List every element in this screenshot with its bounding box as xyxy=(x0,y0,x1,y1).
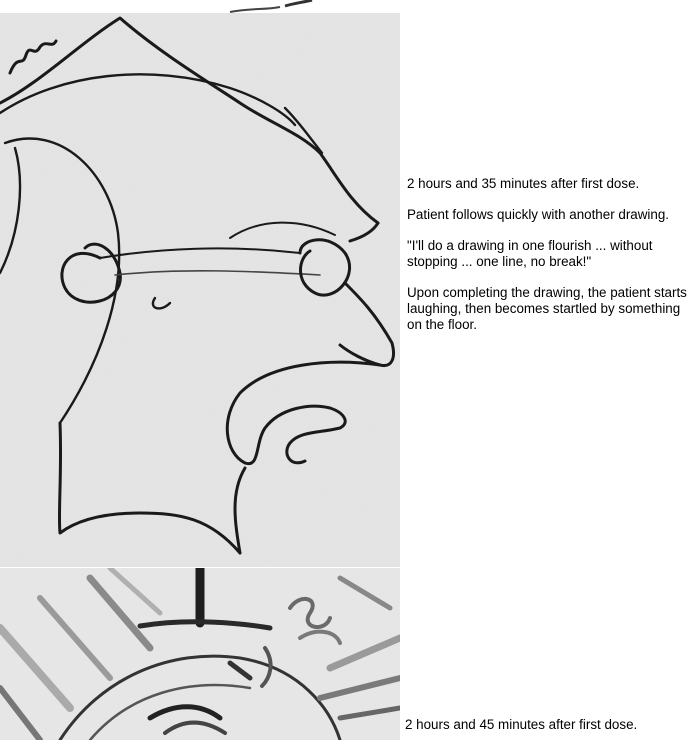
caption-note-first: Patient follows quickly with another drawing. xyxy=(407,207,669,222)
caption-time-first: 2 hours and 35 minutes after first dose. xyxy=(407,176,640,191)
caption-time-second: 2 hours and 45 minutes after first dose. xyxy=(405,717,638,732)
caption-first-drawing xyxy=(407,176,692,348)
one-line-face-drawing xyxy=(0,13,400,567)
abstract-brush-drawing xyxy=(0,568,400,740)
caption-quote-first: "I'll do a drawing in one flourish ... without stopping ... one line, no break!" xyxy=(407,238,653,269)
previous-drawing-fragment xyxy=(0,0,400,14)
caption-outcome-first: Upon completing the drawing, the patient starts laughing, then becomes startled by something on the floor. xyxy=(407,285,687,332)
